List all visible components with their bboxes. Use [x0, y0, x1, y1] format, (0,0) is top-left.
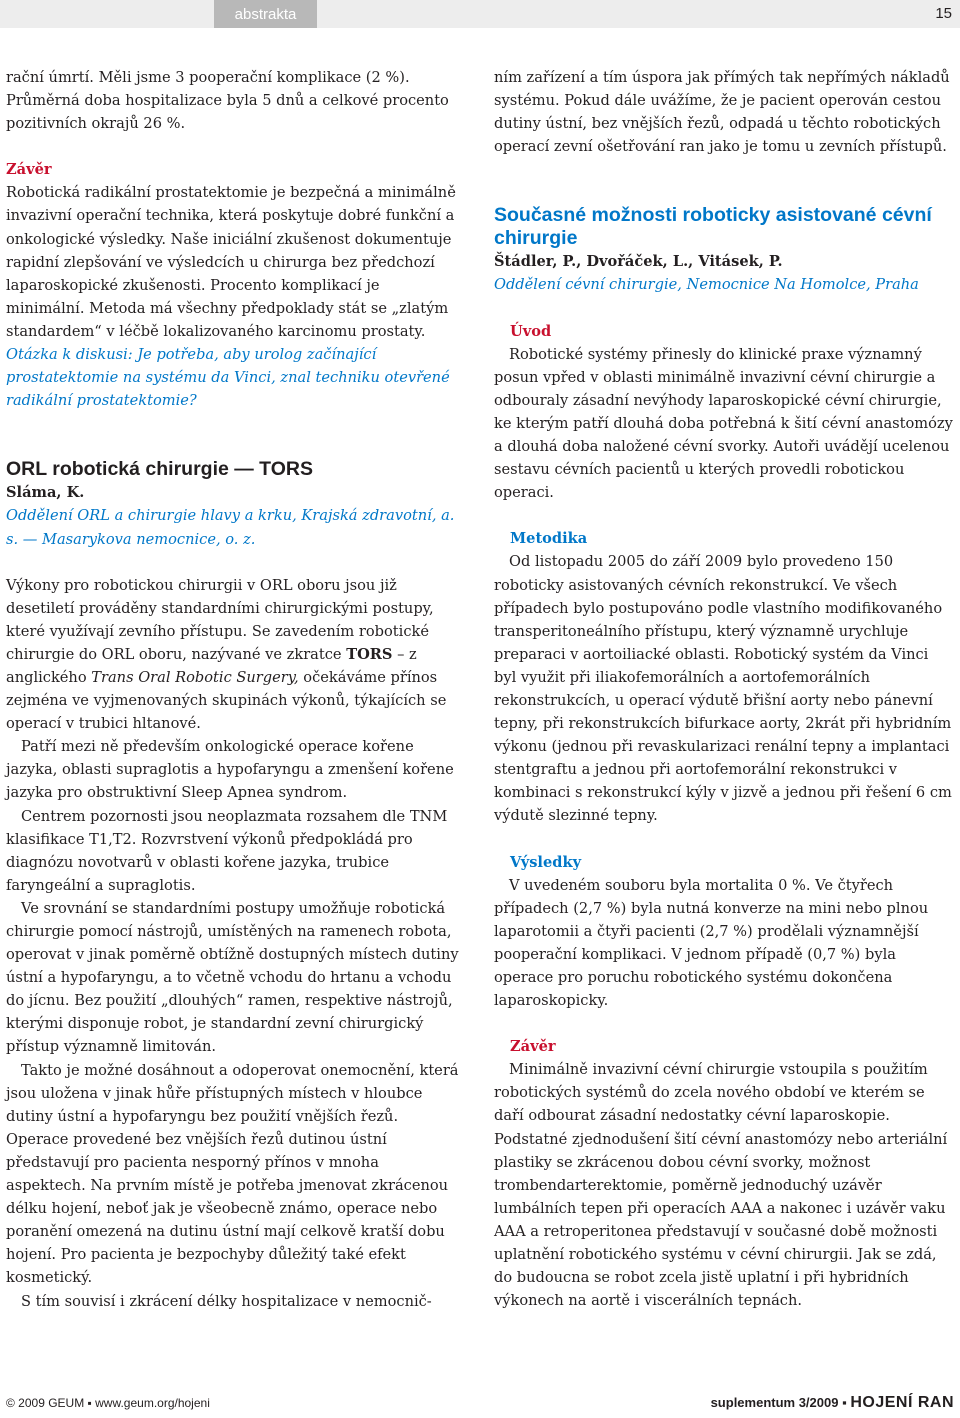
uvod-heading: Úvod: [510, 322, 552, 340]
page-number: 15: [935, 5, 952, 22]
footer: [0, 1394, 960, 1418]
right-zaver-heading: Závěr: [510, 1038, 556, 1056]
journal-logo: HOJENÍ RAN: [850, 1394, 954, 1411]
tors-paragraph: Patří mezi ně především onkologické operace kořene jazyka, oblasti supraglotis a hypofaryngu a zmenšení kořene jazyka pro obstruktivní Sleep Apnea syndrom.: [6, 738, 454, 802]
metodika-text: Od listopadu 2005 do září 2009 bylo provedeno 150 roboticky asistovaných cévních rekonstrukcí. Ve všech případech bylo postupováno podle vlastního modifikovaného transperitoneálního přístupu, který významně urychluje preparaci v aortoiliacké oblasti. Robotický systém da Vinci byl využit při iliakofemorálních a aortofemorálních rekonstrukcích, u operací výdutě břišní aorty nebo pánevní tepny, při rekonstrukcích bifurkace aorty, 2krát při hybridním výkonu (jednou při revaskularizaci renální tepny a implantaci stentgraftu a jednou při aortofemorální rekonstrukci v kombinaci s rekonstrukcí kýly v jizvě a jednou při řešení 6 cm výdutě slezinné tepny.: [494, 553, 952, 825]
section-tag: abstrakta: [214, 0, 317, 28]
top-bar: [0, 0, 960, 28]
left-zaver-heading: Závěr: [6, 161, 52, 179]
tors-paragraph: S tím souvisí i zkrácení délky hospitalizace v nemocnič-: [21, 1292, 432, 1310]
right-column: [494, 66, 954, 1312]
discussion-question: Otázka k diskusi: Je potřeba, aby urolog začínající prostatektomie na systému da Vinci, znal techniku otevřené radikální prostatektomie?: [6, 346, 450, 410]
metodika-heading: Metodika: [510, 530, 588, 548]
tors-paragraph: Ve srovnání se standardními postupy umožňuje robotická chirurgie pomocí nástrojů, umístěných na ramenech robota, operovat v jinak poměrně obtížně dostupných místech dutiny ústní a hypofaryngu, a to včetně vchodu do hrtanu a vchodu do jícnu. Bez použití „dlouhých“ ramen, respektive nástrojů, kterými disponuje robot, je standardní zevní chirurgický přístup významně limitován.: [6, 899, 459, 1056]
right-intro: ním zařízení a tím úspora jak přímých tak nepřímých nákladů systému. Pokud dále uvážíme, že je pacient operován cestou dutiny ústní, bez vnějších řezů, odpadá u těchto robotických operací zevní ošetřování ran jako je tomu u zevních přístupů.: [494, 69, 950, 156]
supplement-label: suplementum 3/2009 ▪: [710, 1395, 847, 1410]
vysledky-text: V uvedeném souboru byla mortalita 0 %. Ve čtyřech případech (2,7 %) byla nutná konverze na mini nebo plnou laparotomii a čtyři pacienti (2,7 %) prodělali významnější pooperační komplikaci. V jednom případě (0,7 %) byla operace pro poruchu robotického systému dokončena laparoskopicky.: [494, 876, 929, 1010]
tors-paragraph: Výkony pro robotickou chirurgii v ORL oboru jsou již desetiletí prováděny standardními chirurgickými postupy, které využívají zevního přístupu. Se zavedením robotické chirurgie do ORL oboru, nazývané ve zkratce TORS – z anglického Trans Oral Robotic Surgery, očekáváme přínos zejména ve vyjmenovaných skupinách výkonů, týkajících se operací v trubici hltanové.: [6, 576, 447, 733]
copyright: © 2009 GEUM ▪ www.geum.org/hojeni: [6, 1396, 210, 1410]
tors-section-title: ORL robotická chirurgie — TORS: [6, 458, 314, 481]
tors-abbrev: TORS: [346, 645, 393, 663]
right-zaver-text: Minimálně invazivní cévní chirurgie vstoupila s použitím robotických systémů do zcela nového období ve kterém se daří odbourat zásadní nedostatky cévní laparoskopie. Podstatné zjednodušení šití cévní anastomózy nebo arteriální plastiky se zkrácenou dobou cévní svorky, možnost trombendarterektomie, poměrně jednoduchý uzávěr lumbálních tepen při operacích AAA a nakonec i uzávěr vaku AAA a retroperitonea představují v současné době možnosti uplatnění robotického systému v cévní chirurgii. Jak se zdá, do budoucna se robot zcela jistě uplatní i při hybridních výkonech na aortě i viscerálních tepnách.: [494, 1061, 948, 1310]
tors-paragraph: Centrem pozornosti jsou neoplazmata rozsahem dle TNM klasifikace T1,T2. Rozvrstvení výkonů předpokládá pro diagnózu novotvarů v oblasti kořene jazyka, trubice faryngeální a supraglotis.: [6, 807, 448, 894]
uvod-text: Robotické systémy přinesly do klinické praxe významný posun vpřed v oblasti minimálně invazivní cévní chirurgie a odbouraly zásadní nevýhody laparoskopické cévní chirurgie, ke kterým patří dlouhá doba potřebná k šití cévní anastomózy a dlouhá doba naložené cévní svorky. Autoři uvádějí ucelenou sestavu cévních pacientů u kterých provedli robotickou operaci.: [494, 345, 953, 502]
vascular-section-title: Současné možnosti roboticky asistované cévní chirurgie: [494, 204, 932, 250]
tors-affiliation: Oddělení ORL a chirurgie hlavy a krku, Krajská zdravotní, a. s. — Masarykova nemocnice, o. z.: [6, 507, 455, 548]
tors-author: Sláma, K.: [6, 484, 85, 502]
vysledky-heading: Výsledky: [510, 853, 582, 871]
vascular-affiliation: Oddělení cévní chirurgie, Nemocnice Na Homolce, Praha: [494, 276, 919, 294]
tors-expansion: Trans Oral Robotic Surgery,: [91, 668, 299, 686]
supplement-info: [711, 1394, 954, 1412]
tors-paragraph: Takto je možné dosáhnout a odoperovat onemocnění, která jsou uložena v jinak hůře přístupných místech v hloubce dutiny ústní a hypofaryngu bez použití vnějších řezů. Operace provedené bez vnějších řezů dutinou ústní představují pro pacienta nesporný přínos v mnoha aspektech. Na prvním místě je potřeba jmenovat zkrácenou délku hojení, neboť jak je všeobecně známo, operace nebo poranění omezená na dutinu ústní mají celkově kratší dobu hojení. Pro pacienta je bezpochyby důležitý také efekt kosmetický.: [6, 1061, 459, 1287]
left-intro: rační úmrtí. Měli jsme 3 pooperační komplikace (2 %). Průměrná doba hospitalizace byla 5 dnů a celkové procento pozitivních okrajů 26 %.: [6, 69, 449, 133]
left-column: [6, 66, 461, 1313]
vascular-authors: Štádler, P., Dvořáček, L., Vitásek, P.: [494, 253, 783, 271]
left-zaver-text: Robotická radikální prostatektomie je bezpečná a minimálně invazivní operační technika, která poskytuje dobré funkční a onkologické výsledky. Naše iniciální zkušenost dokumentuje rapidní zlepšování ve výsledcích u chirurga bez předchozí laparoskopické zkušenosti. Procento komplikací je minimální. Metoda má všechny předpoklady stát se „zlatým standardem“ v léčbě lokalizovaného karcinomu prostaty.: [6, 184, 456, 340]
